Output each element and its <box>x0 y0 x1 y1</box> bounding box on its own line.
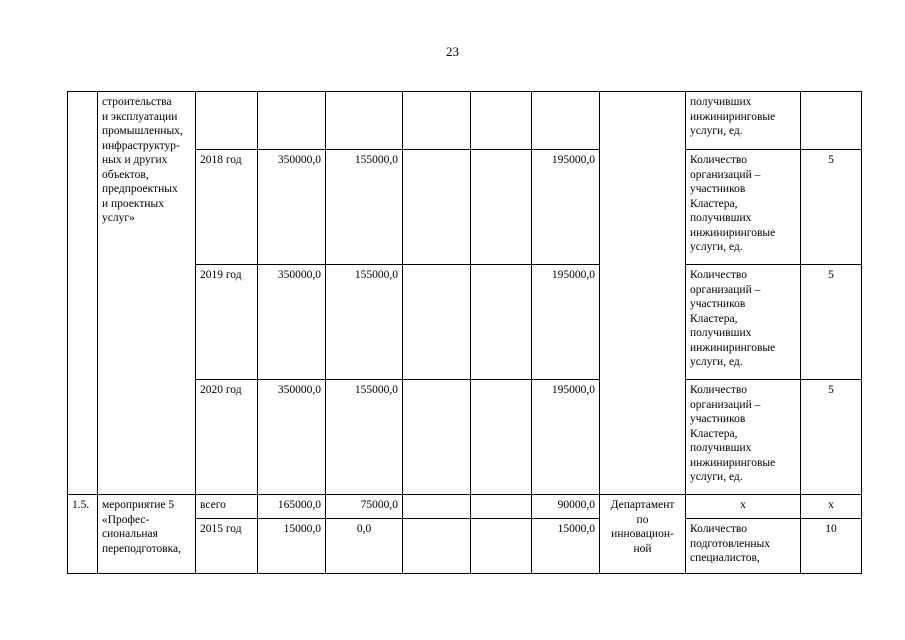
funding-cell: 195000,0 <box>532 150 600 265</box>
page-number: 23 <box>446 44 459 59</box>
funding-cell: 155000,0 <box>326 150 403 265</box>
table-row <box>68 495 862 519</box>
row-number <box>68 92 98 495</box>
total-cell: 350000,0 <box>258 150 326 265</box>
funding-cell <box>471 519 532 574</box>
indicator-value: 5 <box>801 150 862 265</box>
funding-cell <box>471 150 532 265</box>
funding-cell <box>471 265 532 380</box>
total-cell: 350000,0 <box>258 265 326 380</box>
indicator-cell: получивших инжиниринговые услуги, ед. <box>686 92 801 150</box>
funding-cell: 155000,0 <box>326 380 403 495</box>
total-cell: 15000,0 <box>258 519 326 574</box>
funding-cell <box>532 92 600 150</box>
executor-cell <box>600 92 686 495</box>
funding-cell <box>403 519 471 574</box>
period-cell: 2015 год <box>196 519 258 574</box>
executor-cell: Департамент по инновацион- ной <box>600 495 686 574</box>
measure-name: мероприятие 5 «Профес- сиональная переподготовка, <box>98 495 196 574</box>
funding-cell <box>403 265 471 380</box>
indicator-value: 5 <box>801 265 862 380</box>
funding-cell: 15000,0 <box>532 519 600 574</box>
measure-name: строительства и эксплуатации промышленных, инфраструктур- ных и других объектов, предпроектных и проектных услуг» <box>98 92 196 495</box>
funding-cell <box>471 92 532 150</box>
funding-cell <box>403 150 471 265</box>
funding-cell <box>403 92 471 150</box>
funding-cell: 155000,0 <box>326 265 403 380</box>
period-cell <box>196 92 258 150</box>
period-cell: 2020 год <box>196 380 258 495</box>
funding-cell <box>403 380 471 495</box>
funding-cell <box>326 92 403 150</box>
funding-cell <box>471 380 532 495</box>
funding-cell: 75000,0 <box>326 495 403 519</box>
funding-cell: 195000,0 <box>532 380 600 495</box>
funding-cell: 0,0 <box>326 519 403 574</box>
indicator-value: 5 <box>801 380 862 495</box>
period-cell: всего <box>196 495 258 519</box>
funding-cell <box>471 495 532 519</box>
indicator-value <box>801 92 862 150</box>
indicator-cell: Количество организаций – участников Кластера, получивших инжиниринговые услуги, ед. <box>686 265 801 380</box>
indicator-cell: Количество организаций – участников Кластера, получивших инжиниринговые услуги, ед. <box>686 150 801 265</box>
funding-cell: 195000,0 <box>532 265 600 380</box>
indicator-value: 10 <box>801 519 862 574</box>
total-cell <box>258 92 326 150</box>
indicator-cell: х <box>686 495 801 519</box>
total-cell: 165000,0 <box>258 495 326 519</box>
program-table <box>67 91 862 574</box>
row-number: 1.5. <box>68 495 98 574</box>
indicator-cell: Количество подготовленных специалистов, <box>686 519 801 574</box>
period-cell: 2018 год <box>196 150 258 265</box>
table-row <box>68 92 862 150</box>
indicator-cell: Количество организаций – участников Кластера, получивших инжиниринговые услуги, ед. <box>686 380 801 495</box>
funding-cell <box>403 495 471 519</box>
funding-cell: 90000,0 <box>532 495 600 519</box>
period-cell: 2019 год <box>196 265 258 380</box>
total-cell: 350000,0 <box>258 380 326 495</box>
indicator-value: х <box>801 495 862 519</box>
